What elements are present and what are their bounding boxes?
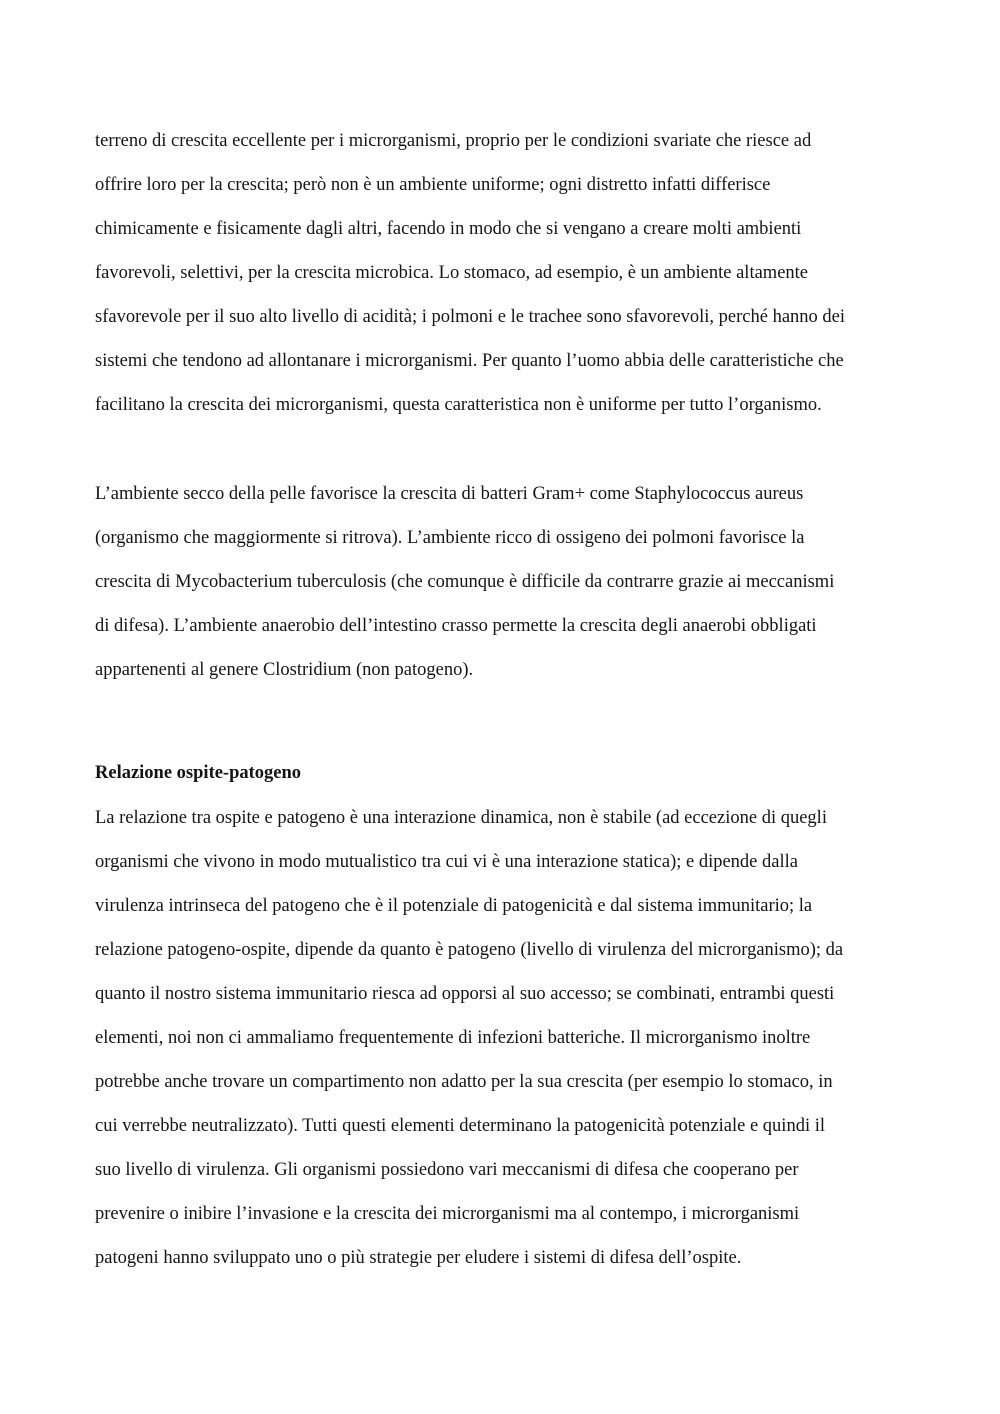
- paragraph-line: facilitano la crescita dei microrganismi, questa caratteristica non è uniforme per tutto l’organismo.: [95, 395, 822, 415]
- section-heading: Relazione ospite-patogeno: [95, 763, 302, 783]
- paragraph-line: elementi, noi non ci ammaliamo frequentemente di infezioni batteriche. Il microrganismo inoltre: [95, 1028, 811, 1048]
- paragraph-line: (organismo che maggiormente si ritrova). L’ambiente ricco di ossigeno dei polmoni favorisce la: [95, 528, 805, 548]
- paragraph-line: di difesa). L’ambiente anaerobio dell’intestino crasso permette la crescita degli anaerobi obbligati: [95, 616, 817, 636]
- paragraph-line: suo livello di virulenza. Gli organismi possiedono vari meccanismi di difesa che cooperano per: [95, 1160, 799, 1180]
- paragraph-line: sistemi che tendono ad allontanare i microrganismi. Per quanto l’uomo abbia delle caratteristiche che: [95, 351, 844, 371]
- paragraph-line: patogeni hanno sviluppato uno o più strategie per eludere i sistemi di difesa dell’ospite.: [95, 1248, 742, 1268]
- paragraph-line: terreno di crescita eccellente per i microrganismi, proprio per le condizioni svariate che riesce ad: [95, 131, 812, 151]
- paragraph-line: sfavorevole per il suo alto livello di acidità; i polmoni e le trachee sono sfavorevoli, perché hanno dei: [95, 307, 846, 327]
- paragraph-line: crescita di Mycobacterium tuberculosis (che comunque è difficile da contrarre grazie ai meccanismi: [95, 572, 835, 592]
- paragraph-line: appartenenti al genere Clostridium (non patogeno).: [95, 660, 474, 680]
- paragraph-line: chimicamente e fisicamente dagli altri, facendo in modo che si vengano a creare molti ambienti: [95, 219, 802, 239]
- paragraph-line: quanto il nostro sistema immunitario riesca ad opporsi al suo accesso; se combinati, entrambi questi: [95, 984, 835, 1004]
- paragraph-line: prevenire o inibire l’invasione e la crescita dei microrganismi ma al contempo, i microrganismi: [95, 1204, 800, 1224]
- paragraph-line: virulenza intrinseca del patogeno che è il potenziale di patogenicità e dal sistema immunitario; la: [95, 896, 813, 916]
- paragraph-line: cui verrebbe neutralizzato). Tutti questi elementi determinano la patogenicità potenziale e quindi il: [95, 1116, 825, 1136]
- paragraph-line: favorevoli, selettivi, per la crescita microbica. Lo stomaco, ad esempio, è un ambiente altamente: [95, 263, 808, 283]
- paragraph-line: L’ambiente secco della pelle favorisce la crescita di batteri Gram+ come Staphylococcus aureus: [95, 484, 804, 504]
- paragraph-line: La relazione tra ospite e patogeno è una interazione dinamica, non è stabile (ad eccezione di quegli: [95, 808, 827, 828]
- paragraph-line: relazione patogeno-ospite, dipende da quanto è patogeno (livello di virulenza del microrganismo); da: [95, 940, 844, 960]
- paragraph-line: offrire loro per la crescita; però non è un ambiente uniforme; ogni distretto infatti differisce: [95, 175, 771, 195]
- paragraph-line: potrebbe anche trovare un compartimento non adatto per la sua crescita (per esempio lo stomaco, in: [95, 1072, 833, 1092]
- paragraph-line: organismi che vivono in modo mutualistico tra cui vi è una interazione statica); e dipende dalla: [95, 852, 798, 872]
